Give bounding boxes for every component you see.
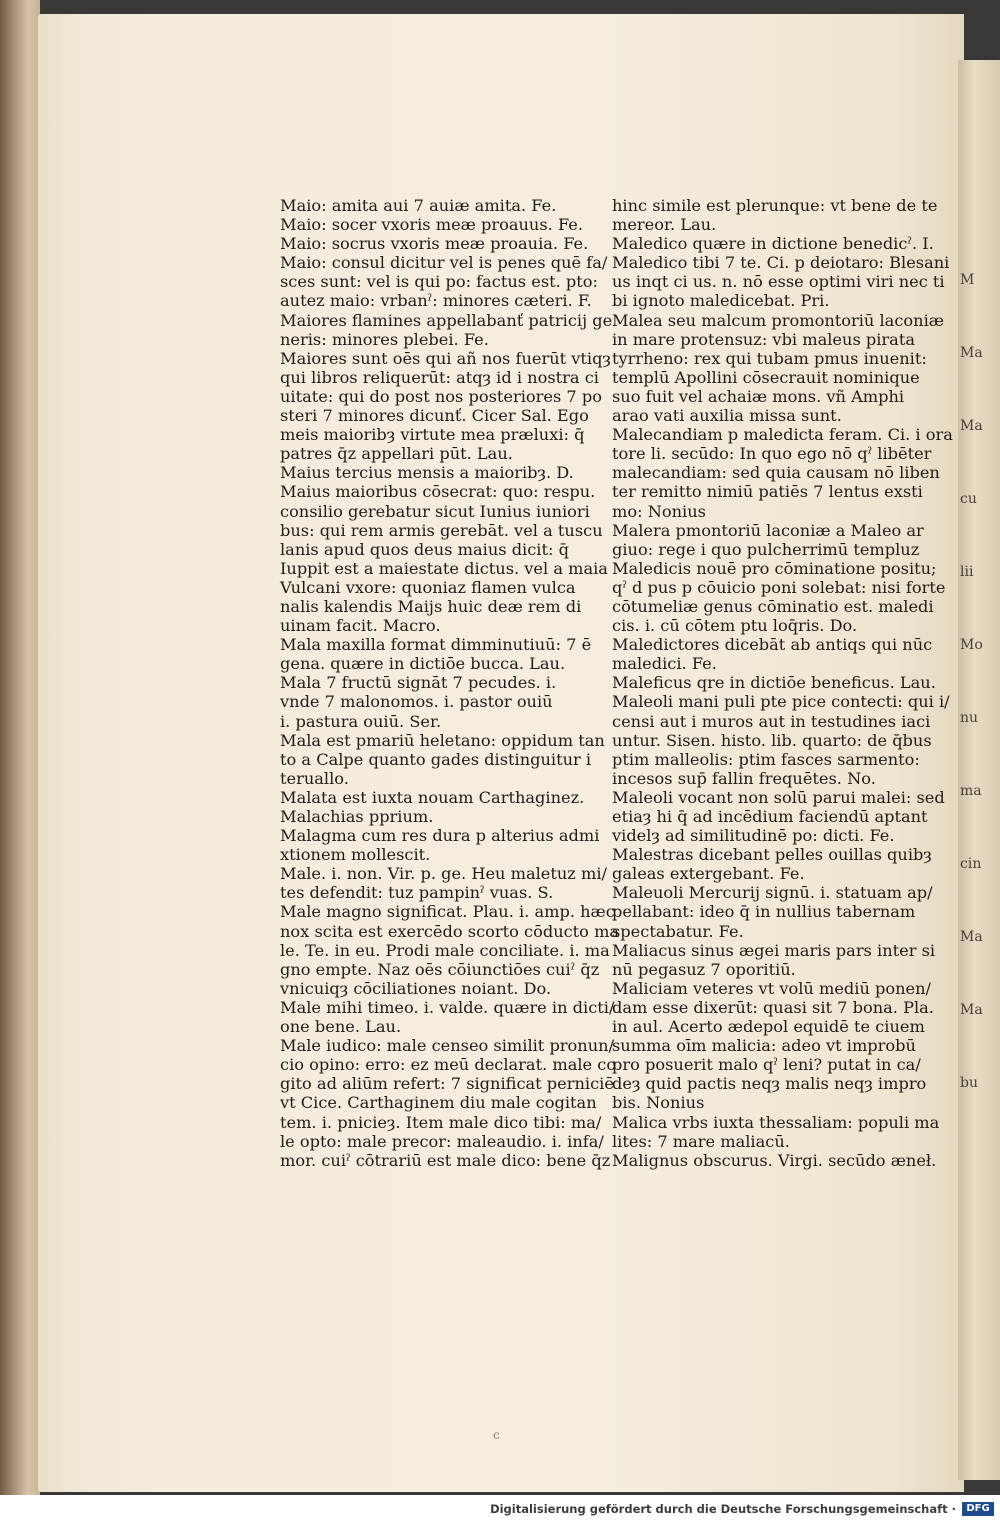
text-line: vnde 7 malonomos. i. pastor ouiū [280,692,553,712]
text-line: lites: 7 mare maliacū. [612,1131,790,1151]
text-line: Maio: amita aui 7 auiæ amita. Fe. [280,196,557,215]
text-line: Maledico quære in dictione benedicˀ. I. [612,234,934,254]
text-line: i. pastura ouiū. Ser. [280,711,442,731]
text-line: Maliciam veteres vt volū mediū ponen/ [612,978,932,998]
text-line: in aul. Acerto ædepol equidē te ciuem [612,1017,925,1037]
text-line: Maledico tibi 7 te. Ci. p deiotaro: Blesani [612,253,950,273]
text-line: arao vati auxilia missa sunt. [612,406,842,426]
text-line: bus: qui rem armis gerebāt. vel a tuscu [280,520,603,540]
text-line: censi aut i muros aut in testudines iaci [612,711,931,731]
facing-page-fragment: Ma [960,418,983,434]
folio-mark: c [493,1428,500,1442]
text-line: Maius maioribus cōsecrat: quo: respu. [280,482,596,502]
text-line: summa oīm malicia: adeo vt improbū [612,1036,916,1056]
text-line: gno empte. Naz oēs cōiunctiōes cuiˀ q̄z [280,959,600,979]
text-line: tyrrheno: rex qui tubam pmus inuenit: [612,348,927,368]
text-line: neris: minores plebei. Fe. [280,329,489,349]
text-line: to a Calpe quanto gades distinguitur i [280,749,592,769]
text-line: vt Cice. Carthaginem diu male cogitan [280,1093,597,1113]
text-line: dam esse dixerūt: quasi sit 7 bona. Pla. [612,997,934,1017]
text-line: tes defendit: tuz pampinˀ vuas. S. [280,883,554,903]
text-line: untur. Sisen. histo. lib. quarto: de q̄bus [612,730,932,750]
text-line: bis. Nonius [612,1093,705,1113]
text-line: galeas extergebant. Fe. [612,864,805,884]
facing-page-fragment: nu [960,710,979,726]
text-line: Maledictores dicebāt ab antiqs qui nūc [612,635,933,655]
facing-page-fragment: bu [960,1075,978,1091]
text-line: etiaȝ hi q̄ ad incēdium faciendū aptant [612,807,928,826]
text-line: uinam facit. Macro. [280,616,441,636]
text-line: Iuppit est a maiestate dictus. vel a maia [280,558,608,578]
text-line: consilio gerebatur sicut Iunius iuniori [280,501,590,521]
facing-page-fragment: Ma [960,345,983,361]
text-line: nū pegasuz 7 oporitiū. [612,959,796,979]
text-line: Maio: socrus vxoris meæ proauia. Fe. [280,234,589,254]
facing-page-fragment: cin [960,856,982,872]
text-line: tem. i. pnicieȝ. Item male dico tibi: ma/ [280,1112,602,1132]
text-line: sces sunt: vel is qui po: factus est. pto: [280,272,599,292]
text-line: le. Te. in eu. Prodi male conciliate. i. ma [280,940,610,960]
text-line: Male mihi timeo. i. valde. quære in dicti/ [280,997,615,1017]
text-line: Maius tercius mensis a maioribȝ. D. [280,463,574,483]
text-line: Maio: socer vxoris meæ proauus. Fe. [280,215,584,235]
text-line: gito ad aliūm refert: 7 significat perniciē [280,1074,614,1094]
text-line: tore li. secūdo: In quo ego nō qˀ libēter [612,444,932,464]
text-line: Malecandiam p maledicta feram. Ci. i ora [612,425,953,445]
text-line: cio opino: erro: ez meū declarat. male co [280,1055,617,1075]
text-line: mereor. Lau. [612,215,717,235]
text-line: Malica vrbs iuxta thessaliam: populi ma [612,1112,940,1132]
text-line: Mala 7 fructū signāt 7 pecudes. i. [280,673,557,693]
text-line: Male magno significat. Plau. i. amp. hæc [280,902,615,922]
facing-page-fragment: Ma [960,929,983,945]
text-line: steri 7 minores dicunť. Cicer Sal. Ego [280,406,589,426]
text-line: templū Apollini cōsecrauit nominique [612,367,920,387]
text-line: mo: Nonius [612,501,706,521]
text-line: Mala maxilla format dimminutiuū: 7 ē [280,635,592,655]
text-line: Malagma cum res dura p alterius admi [280,826,600,846]
text-line: Malea seu malcum promontoriū laconiæ [612,310,944,330]
text-line: Maio: consul dicitur vel is penes quē fa/ [280,253,608,273]
text-line: Malachias pprium. [280,807,434,826]
text-line: Malestras dicebant pelles ouillas quibȝ [612,845,932,865]
text-line: mor. cuiˀ cōtrariū est male dico: bene q̄z [280,1150,611,1170]
text-line: Mala est pmariū heletano: oppidum tan [280,730,605,750]
text-line: Maleficus qre in dictiōe beneficus. Lau. [612,673,936,693]
text-line: Malata est iuxta nouam Carthaginez. [280,787,585,807]
text-line: maledici. Fe. [612,654,717,674]
text-line: incesos sup̄ fallin frequētes. No. [612,768,876,788]
text-line: bi ignoto maledicebat. Pri. [612,291,830,311]
text-line: cōtumeliæ genus cōminatio est. maledi [612,596,934,616]
text-line: qˀ d pus p cōuicio poni solebat: nisi forte [612,577,946,597]
text-line: Male. i. non. Vir. p. ge. Heu maletuz mi/ [280,864,607,884]
text-line: in mare protensuz: vbi maleus pirata [612,329,915,349]
facing-page-fragment: M [960,272,975,288]
text-line: uitate: qui do post nos posteriores 7 po [280,386,602,406]
text-line: pro posuerit malo qˀ leni? putat in ca/ [612,1055,921,1075]
book-fore-edge [0,0,40,1495]
text-line: le opto: male precor: maleaudio. i. infa/ [280,1131,604,1151]
facing-page-fragment: Mo [960,637,983,653]
left-text-column [280,196,620,1170]
text-line: Maliacus sinus ægei maris pars inter si [612,940,936,960]
text-line: us inqt ci us. n. nō esse optimi viri nec ti [612,272,945,292]
text-line: suo fuit vel achaiæ mons. vñ Amphi [612,386,905,406]
facing-page-fragment: lii [960,564,974,580]
funding-notice: Digitalisierung gefördert durch die Deutsche Forschungsgemeinschaft · [490,1502,956,1516]
text-line: pellabant: ideo q̄ in nullius tabernam [612,902,916,922]
text-line: Maleuoli Mercurij signū. i. statuam ap/ [612,883,933,903]
text-line: Maleoli vocant non solū parui malei: sed [612,787,945,807]
text-line: cis. i. cū cōtem ptu loq̄ris. Do. [612,616,858,636]
text-line: ptim malleolis: ptim fasces sarmento: [612,749,920,769]
text-line: lanis apud quos deus maius dicit: q̄ [280,539,569,559]
facing-page-text-fragments [960,270,1000,1170]
text-line: ter remitto nimiū patiēs 7 lentus exsti [612,482,923,502]
text-line: teruallo. [280,768,349,788]
text-line: hinc simile est plerunque: vt bene de te [612,196,938,215]
text-line: videlȝ ad similitudinē po: dicti. Fe. [612,826,895,846]
text-line: Maledicis nouē pro cōminatione positu; [612,558,937,578]
facing-page-fragment: ma [960,783,982,799]
text-line: deȝ quid pactis neqȝ malis neqȝ impro [612,1074,927,1094]
facing-page-fragment: Ma [960,1002,983,1018]
text-line: meis maioribȝ virtute mea præluxi: q̄ [280,425,585,445]
text-line: Malera pmontoriū laconiæ a Maleo ar [612,520,924,540]
text-line: gena. quære in dictiōe bucca. Lau. [280,654,566,674]
text-line: Maleoli mani puli pte pice contecti: qui i/ [612,692,950,712]
text-line: xtionem mollescit. [280,845,431,865]
text-line: nox scita est exercēdo scorto cōducto ma [280,921,620,941]
digitization-footer [0,1495,1000,1523]
text-line: nalis kalendis Maijs huic deæ rem di [280,596,582,616]
text-line: Male iudico: male censeo similit pronun/ [280,1036,615,1056]
text-line: malecandiam: sed quia causam nō liben [612,463,940,483]
text-line: Maiores flamines appellabanť patricij ge [280,310,613,330]
text-line: Maiores sunt oēs qui añ nos fuerūt vtiqȝ [280,348,611,368]
text-line: Vulcani vxore: quoniaz flamen vulca [280,577,576,597]
right-text-column [612,196,953,1170]
text-line: one bene. Lau. [280,1017,402,1037]
text-line: Malignus obscurus. Virgi. secūdo æneł. [612,1150,937,1170]
text-line: giuo: rege i quo pulcherrimū templuz [612,539,920,559]
text-line: patres q̄z appellari pūt. Lau. [280,444,513,464]
facing-page-fragment: cu [960,491,977,507]
text-line: autez maio: vrbanˀ: minores cæteri. F. [280,291,592,311]
text-line: qui libros reliquerūt: atqȝ id i nostra ci [280,367,599,387]
text-line: vnicuiqȝ cōciliationes noiant. Do. [280,978,552,998]
text-line: spectabatur. Fe. [612,921,744,941]
dfg-logo: DFG [962,1502,994,1516]
